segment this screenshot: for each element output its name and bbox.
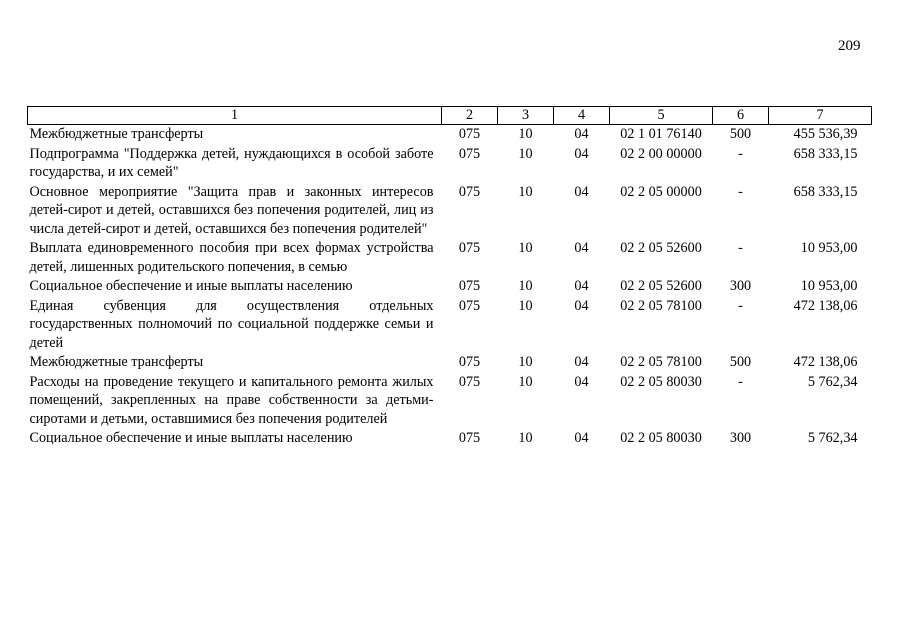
row-col-4: 04: [574, 430, 589, 446]
header-col-4: 4: [554, 107, 610, 125]
row-col-5: 02 2 05 52600: [620, 240, 702, 256]
row-col-4: 04: [574, 126, 589, 142]
row-amount: 658 333,15: [793, 183, 858, 200]
row-col-3: 10: [518, 278, 533, 294]
row-amount: 5 762,34: [807, 430, 858, 446]
row-col-4: 04: [574, 183, 589, 200]
table-row: [28, 277, 872, 297]
row-amount: 455 536,39: [793, 126, 858, 142]
row-col-4: 04: [574, 145, 589, 162]
row-col-4: 04: [574, 278, 589, 294]
header-col-6: 6: [713, 107, 769, 125]
row-col-3: 10: [518, 430, 533, 446]
row-name: Выплата единовременного пособия при всех формах устройства детей, лишенных родительского попечения, в семью: [29, 240, 434, 275]
row-col-6: -: [738, 297, 743, 314]
row-col-6: -: [738, 240, 743, 256]
row-col-3: 10: [518, 297, 533, 314]
row-col-2: 075: [458, 240, 481, 256]
row-col-3: 10: [518, 240, 533, 256]
row-col-6: -: [738, 145, 743, 162]
row-col-2: 075: [458, 373, 481, 390]
row-col-6: -: [738, 373, 743, 390]
row-col-6: 300: [729, 430, 752, 446]
row-col-5: 02 2 05 80030: [620, 373, 702, 390]
row-amount: 658 333,15: [793, 145, 858, 162]
row-col-5: 02 2 05 78100: [620, 297, 702, 314]
row-name: Социальное обеспечение и иные выплаты населению: [29, 278, 353, 294]
header-col-2: 2: [442, 107, 498, 125]
row-amount: 10 953,00: [800, 240, 858, 256]
row-col-6: 300: [729, 278, 752, 294]
table-row: [28, 145, 872, 183]
row-name: Межбюджетные трансферты: [29, 354, 204, 370]
row-col-5: 02 1 01 76140: [620, 126, 702, 142]
row-col-3: 10: [518, 373, 533, 390]
row-col-4: 04: [574, 373, 589, 390]
row-col-5: 02 2 00 00000: [620, 145, 702, 162]
row-col-6: 500: [729, 126, 752, 142]
row-col-5: 02 2 05 80030: [620, 430, 702, 446]
row-col-6: 500: [729, 354, 752, 370]
row-col-3: 10: [518, 126, 533, 142]
row-col-4: 04: [574, 297, 589, 314]
budget-table: [27, 106, 872, 449]
row-amount: 472 138,06: [793, 354, 858, 370]
table-row: [28, 125, 872, 145]
row-col-2: 075: [458, 430, 481, 446]
row-col-2: 075: [458, 354, 481, 370]
row-col-3: 10: [518, 145, 533, 162]
table-row: [28, 183, 872, 240]
row-amount: 10 953,00: [800, 278, 858, 294]
row-col-5: 02 2 05 00000: [620, 183, 702, 200]
row-col-3: 10: [518, 183, 533, 200]
row-col-2: 075: [458, 278, 481, 294]
row-amount: 472 138,06: [793, 297, 858, 314]
table-row: [28, 353, 872, 373]
header-col-5: 5: [610, 107, 713, 125]
page-number: 209: [838, 38, 861, 54]
table-row: [28, 373, 872, 430]
row-col-3: 10: [518, 354, 533, 370]
row-col-4: 04: [574, 240, 589, 256]
row-col-2: 075: [458, 183, 481, 200]
header-col-1: 1: [28, 107, 442, 125]
row-name: Основное мероприятие "Защита прав и законных интересов детей-сирот и детей, оставшихся без попечения родителей, лиц из числа детей-сирот и детей, оставшихся без попечения родителей": [29, 183, 434, 237]
table-body: [28, 125, 872, 449]
row-col-6: -: [738, 183, 743, 200]
row-col-2: 075: [458, 145, 481, 162]
table-row: [28, 297, 872, 354]
row-name: Расходы на проведение текущего и капитального ремонта жилых помещений, закрепленных на праве собственности за детьми-сиротами и детьми, оставшимися без попечения родителей: [29, 373, 434, 427]
row-col-4: 04: [574, 354, 589, 370]
row-name: Подпрограмма "Поддержка детей, нуждающихся в особой заботе государства, и их семей": [29, 145, 434, 180]
header-row: [28, 107, 872, 125]
row-col-5: 02 2 05 52600: [620, 278, 702, 294]
row-col-2: 075: [458, 297, 481, 314]
table-row: [28, 239, 872, 277]
table-header: [28, 107, 872, 125]
row-col-5: 02 2 05 78100: [620, 354, 702, 370]
row-name: Социальное обеспечение и иные выплаты населению: [29, 430, 353, 446]
row-name: Единая субвенция для осуществления отдельных государственных полномочий по социальной поддержке семьи и детей: [29, 297, 434, 351]
header-col-3: 3: [498, 107, 554, 125]
header-col-7: 7: [769, 107, 872, 125]
row-name: Межбюджетные трансферты: [29, 126, 204, 142]
table-row: [28, 429, 872, 449]
row-amount: 5 762,34: [807, 373, 858, 390]
row-col-2: 075: [458, 126, 481, 142]
